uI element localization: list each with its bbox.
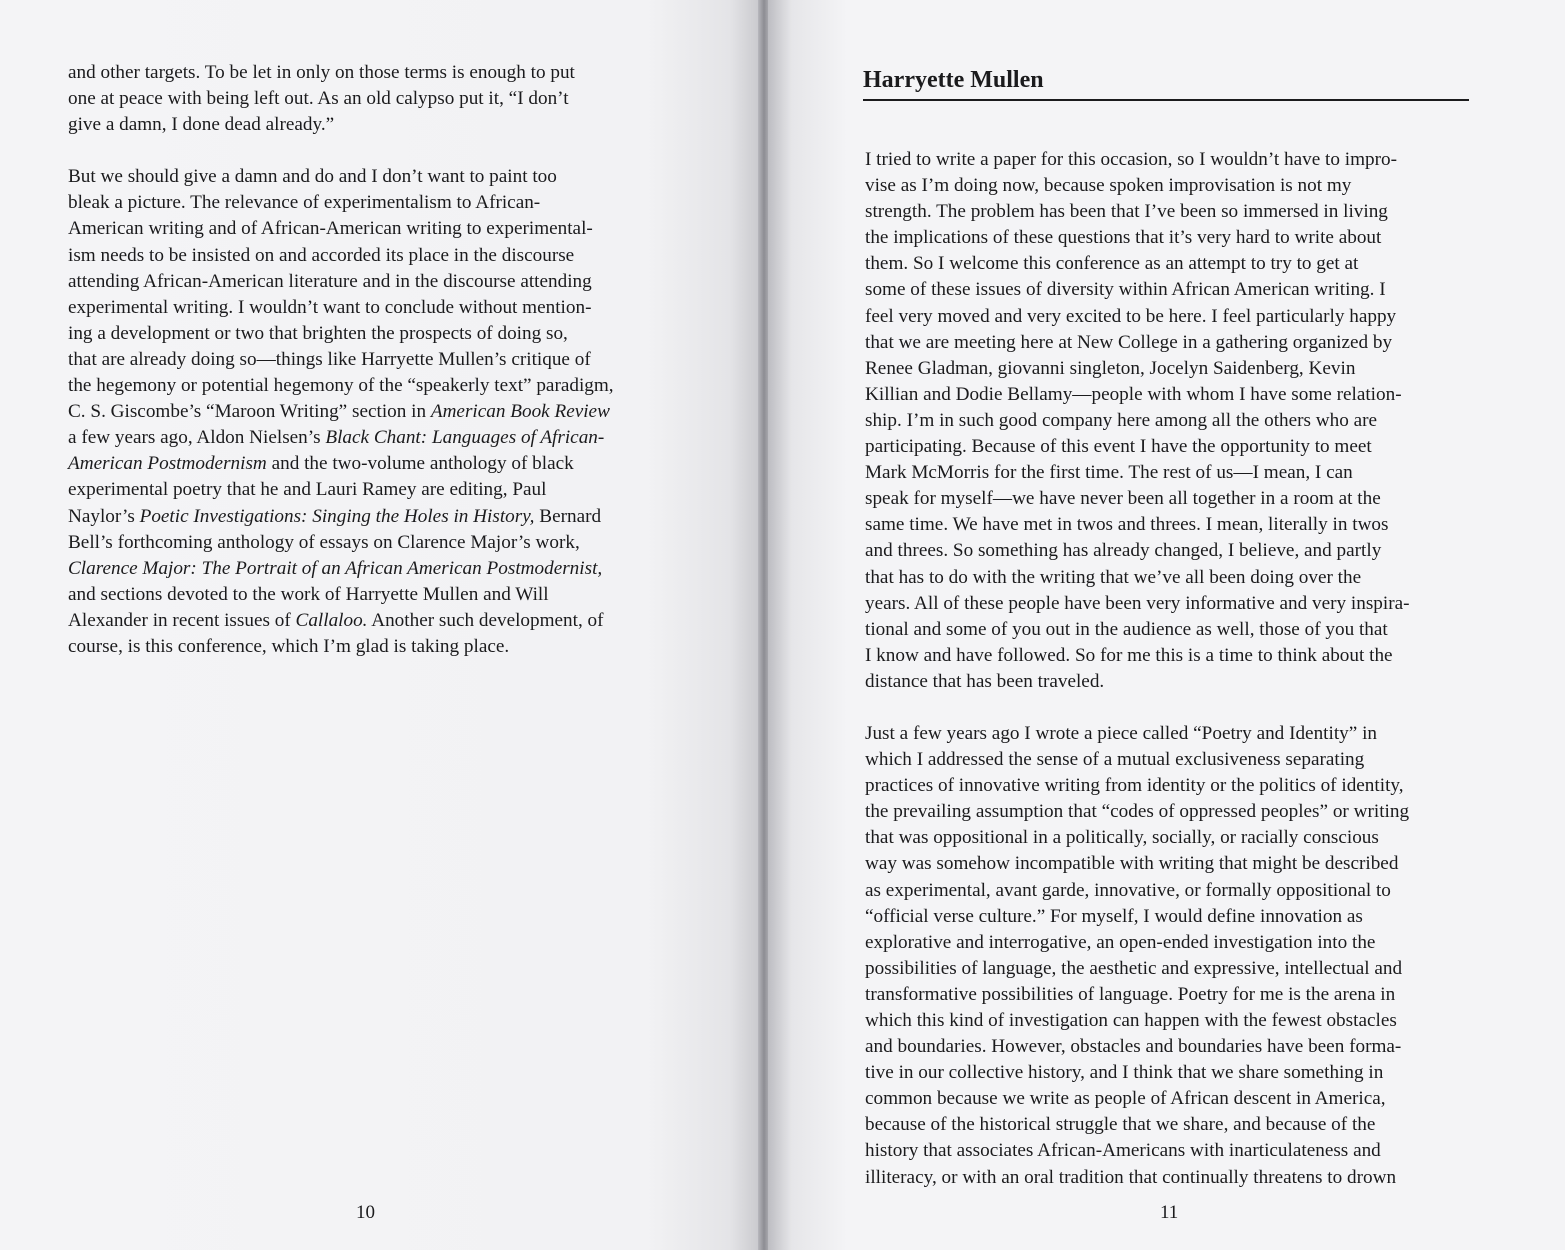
text-line: But we should give a damn and do and I don’t want to paint too [68, 166, 557, 188]
text-line: the hegemony or potential hegemony of the “speakerly text” paradigm, [68, 375, 614, 397]
text-line: ing a development or two that brighten the prospects of doing so, [68, 322, 568, 344]
text-line: ism needs to be insisted on and accorded its place in the discourse [68, 244, 575, 266]
text-line: as experimental, avant garde, innovative, or formally oppositional to [865, 879, 1391, 901]
text-line: and sections devoted to the work of Harryette Mullen and Will [68, 583, 549, 605]
text-line: attending African-American literature and in the discourse attending [68, 270, 592, 292]
page-number-right: 11 [1160, 1202, 1179, 1223]
text-line: that has to do with the writing that we’ve all been doing over the [865, 566, 1362, 588]
text-line: transformative possibilities of language. Poetry for me is the arena in [865, 983, 1396, 1005]
right-paragraph [865, 147, 1471, 695]
text-line: because of the historical struggle that we share, and because of the [865, 1114, 1376, 1136]
text-line: “official verse culture.” For myself, I would define innovation as [865, 905, 1363, 927]
italic-title: Poetic Investigations: Singing the Holes in History, [139, 505, 535, 527]
right-paragraph [865, 721, 1471, 1191]
text-line: that are already doing so—things like Harryette Mullen’s critique of [68, 348, 591, 370]
text-line: some of these issues of diversity within African American writing. I [865, 279, 1386, 301]
text-line: Alexander in recent issues of Callaloo. Another such development, of [68, 609, 604, 631]
text-line [68, 556, 668, 582]
page-number-left: 10 [356, 1202, 375, 1223]
text-line: Killian and Dodie Bellamy—people with whom I have some relation- [865, 383, 1402, 405]
text-line: I tried to write a paper for this occasion, so I wouldn’t have to impro- [865, 149, 1397, 170]
italic-title: American Postmodernism [68, 453, 267, 475]
text-line: which this kind of investigation can happen with the fewest obstacles [865, 1010, 1397, 1031]
text-line: and threes. So something has already changed, I believe, and partly [865, 540, 1382, 562]
section-title: Harryette Mullen [863, 64, 1469, 101]
text-line: that was oppositional in a politically, socially, or racially conscious [865, 827, 1379, 849]
text-line: the prevailing assumption that “codes of oppressed peoples” or writing [865, 801, 1410, 823]
text-line: possibilities of language, the aesthetic and expressive, intellectual and [865, 957, 1403, 979]
text-line: tional and some of you out in the audience as well, those of you that [865, 618, 1388, 640]
text-line: American Postmodernism and the two-volume anthology of black [68, 453, 574, 475]
text-line: Bell’s forthcoming anthology of essays on Clarence Major’s work, [68, 531, 580, 553]
text-line: that we are meeting here at New College in a gathering organized by [865, 331, 1393, 353]
text-line: explorative and interrogative, an open-ended investigation into the [865, 931, 1376, 953]
text-line: speak for myself—we have never been all together in a room at the [865, 488, 1381, 510]
text-line: a few years ago, Aldon Nielsen’s Black Chant: Languages of African- [68, 427, 605, 449]
text-line: way was somehow incompatible with writing that might be described [865, 853, 1399, 875]
text-line: experimental writing. I wouldn’t want to conclude without mention- [68, 296, 592, 318]
text-line: I know and have followed. So for me this is a time to think about the [865, 644, 1393, 666]
text-line: history that associates African-Americans with inarticulateness and [865, 1140, 1381, 1162]
text-line: feel very moved and very excited to be here. I feel particularly happy [865, 305, 1397, 327]
text-line: tive in our collective history, and I think that we share something in [865, 1062, 1384, 1084]
text-line: distance that has been traveled. [865, 670, 1105, 692]
right-page [768, 0, 1565, 1250]
text-line: illiteracy, or with an oral tradition that continually threatens to drown [865, 1166, 1397, 1188]
left-paragraph [68, 60, 668, 138]
italic-title: Clarence Major: The Portrait of an African American Postmodernist, [68, 557, 603, 579]
text-line: practices of innovative writing from identity or the politics of identity, [865, 775, 1404, 797]
left-paragraph [68, 164, 668, 660]
right-text-block [865, 147, 1471, 1191]
text-line: common because we write as people of African descent in America, [865, 1088, 1386, 1110]
text-line: course, is this conference, which I’m glad is taking place. [68, 635, 510, 657]
text-line: give a damn, I done dead already.” [68, 114, 335, 136]
text-line: participating. Because of this event I have the opportunity to meet [865, 436, 1372, 458]
text-line: and boundaries. However, obstacles and boundaries have been forma- [865, 1036, 1402, 1058]
text-line: experimental poetry that he and Lauri Ramey are editing, Paul [68, 479, 547, 501]
text-line: Just a few years ago I wrote a piece called “Poetry and Identity” in [865, 722, 1377, 744]
italic-title: American Book Review [430, 401, 610, 423]
italic-title: Black Chant: Languages of African- [325, 427, 605, 449]
text-line: strength. The problem has been that I’ve been so immersed in living [865, 201, 1388, 223]
text-line: ship. I’m in such good company here among all the others who are [865, 409, 1378, 431]
text-line: vise as I’m doing now, because spoken improvisation is not my [865, 175, 1352, 197]
text-line: C. S. Giscombe’s “Maroon Writing” section in American Book Review [68, 401, 610, 423]
text-line: years. All of these people have been very informative and very inspira- [865, 592, 1410, 614]
text-line: same time. We have met in twos and threes. I mean, literally in twos [865, 514, 1389, 536]
text-line: Renee Gladman, giovanni singleton, Jocelyn Saidenberg, Kevin [865, 357, 1356, 379]
text-line: Mark McMorris for the first time. The rest of us—I mean, I can [865, 462, 1353, 484]
italic-title: Callaloo. [295, 609, 368, 631]
left-page [0, 0, 760, 1250]
text-line: and other targets. To be let in only on those terms is enough to put [68, 62, 575, 83]
text-line: the implications of these questions that it’s very hard to write about [865, 227, 1382, 249]
text-line: Naylor’s Poetic Investigations: Singing the Holes in History, Bernard [68, 505, 602, 527]
text-line: one at peace with being left out. As an old calypso put it, “I don’t [68, 88, 569, 110]
left-text-block [68, 60, 668, 660]
text-line: American writing and of African-American writing to experimental- [68, 218, 593, 240]
text-line: bleak a picture. The relevance of experimentalism to African- [68, 192, 541, 214]
text-line: which I addressed the sense of a mutual exclusiveness separating [865, 749, 1365, 771]
text-line: them. So I welcome this conference as an attempt to try to get at [865, 253, 1359, 275]
